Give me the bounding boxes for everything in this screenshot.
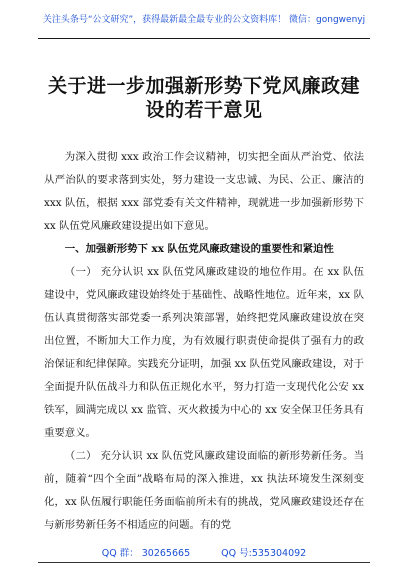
title-line-2: 设的若干意见	[145, 99, 263, 121]
header-divider	[38, 38, 370, 39]
header-banner	[0, 14, 408, 26]
intro-paragraph: 为深入贯彻 xxx 政治工作会议精神，切实把全面从严治党、依法从严治队的要求落到实处，努力建设一支忠诚、为民、公正、廉洁的 xxx 队伍，根据 xxx 部党委有关文件精神，现就进一步加强新形势下 xx 队伍党风廉政建设提出如下意见。	[44, 151, 364, 232]
document-title	[30, 74, 378, 122]
document-body	[44, 146, 364, 537]
section-heading-1: 一、加强新形势下 xx 队伍党风廉政建设的重要性和紧迫性	[64, 243, 334, 255]
header-text: 关注头条号“公文研究”，获得最新最全最专业的公文资料库！ 微信：gongwenyj	[42, 15, 366, 25]
paragraph-2: （二） 充分认识 xx 队伍党风廉政建设面临的新形势新任务。当前，随着“四个全面”战略布局的深入推进，xx 执法环境发生深刻变化，xx 队伍履行职能任务面临前所未有的挑战，党风廉政建设还存在与新形势新任务不相适应的问题。有的党	[44, 450, 364, 531]
footer-divider	[38, 562, 370, 563]
paragraph-1: （一） 充分认识 xx 队伍党风廉政建设的地位作用。在 xx 队伍建设中，党风廉政建设始终处于基础性、战略性地位。近年来，xx 队伍认真贯彻落实部党委一系列决策部署，始终把党风廉政建设放在突出位置，不断加大工作力度，为有效履行职责使命提供了强有力的政治保证和纪律保障。实践充分证明，加强 xx 队伍党风廉政建设，对于全面提升队伍战斗力和队伍正规化水平，努力打造一支现代化公安 xx 铁军，圆满完成以 xx 监管、灭火救援为中心的 xx 安全保卫任务具有重要意义。	[44, 266, 364, 439]
title-line-1: 关于进一步加强新形势下党风廉政建	[47, 75, 360, 97]
footer-qq-group: QQ 群： 30265665	[101, 548, 191, 559]
footer-qq-number: QQ 号:535304092	[221, 548, 307, 559]
footer	[0, 545, 408, 559]
